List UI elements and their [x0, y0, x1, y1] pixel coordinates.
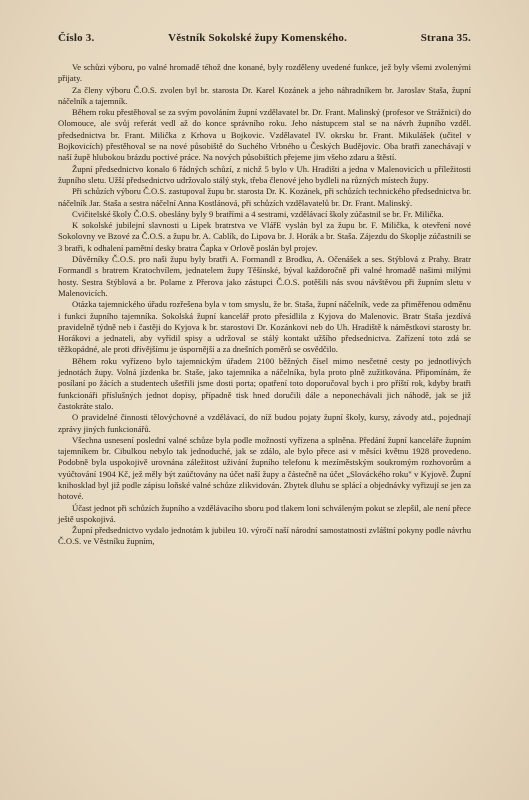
page-number: Strana 35. — [420, 32, 471, 44]
paragraph: K sokolské jubilejní slavnosti u Lipek bratrstva ve VlářE vyslán byl za župu br. F. Milička, k otevření nové Sokolovny ve Bzové za Č.O.S. a župu br. A. Cablík, do Lipova br. J. Horák a br. Staša. Zájezdu do Skoplje zúčastnili se 3 bratři, k odhalení pamětní desky bratra Čapka v Orlově poslán byl projev. — [58, 220, 471, 253]
running-header — [58, 32, 471, 44]
paragraph: Během roku přestěhoval se za svým povoláním župní vzdělavatel br. Dr. Frant. Malinský (profesor ve Strážnici) do Olomouce, ale svůj referát vedl až do konce správního roku. Jeho nástupcem stal se na návrh župního vzděl. předsednictva br. Frant. Milička z Krhova u Bojkovic. Vzdělavatel IV. okrsku br. Frant. Mikulášek (učitel v Bojkovicích) přestěhoval se na nové působiště do Suchého Vrbného u Českých Budějovic. Oba bratři zanechávají v naší župě hlubokou brázdu poctivé práce. Na nových působištích přejeme jim všeho zdaru a štěstí. — [58, 107, 471, 163]
paragraph: Všechna usnesení poslední valné schůze byla podle možností vyřízena a splněna. Předání župní kanceláře župním tajemníkem br. Cibulkou nebylo tak jednoduché, jak se zdálo, ale bylo přece asi v měsíci květnu 1928 provedeno. Podobně byla uspokojivě urovnána záležitost uživání župního telefonu k mezíměstským soukromým rozhovorům a vyúčtování 1904 Kč, jež měly být zaúčtovány na účet naší župy a částečně na účet „Slováckého roku" v Kyjově. Župní knihosklad byl již podle zápisu loňské valné schůze zlikvidován. Zbytek dluhu se splácí a objednávky vyřizují se jen za hotové. — [58, 434, 471, 502]
paragraph: Důvěrníky Č.O.S. pro naši župu byly bratři A. Formandl z Brodku, A. Očenášek a ses. Stýblová z Prahy. Bratr Formandl s bratrem Kratochvílem, jednatelem župy Těšínské, býval každoročně při valné hromadě našimi milými hosty. Sestra Stýblová a br. Polame z Přerova jako zástupci Č.O.S. potěšili nás svou návštěvou při župním sletu v Malenovicích. — [58, 254, 471, 298]
article-body — [58, 62, 471, 548]
paragraph: Cvičitelské školy Č.O.S. obeslány byly 9 bratřími a 4 sestrami, vzdělávací školy zúčastnil se br. Fr. Milička. — [72, 208, 444, 219]
paragraph: Ve schůzi výboru, po valné hromadě téhož dne konané, byly rozděleny uvedené funkce, jež byly všemi zvolenými přijaty. — [58, 62, 471, 84]
paragraph: Otázka tajemnického úřadu rozřešena byla v tom smyslu, že br. Staša, župní náčelník, vede za přiměřenou odměnu i funkci župního tajemníka. Sokolská župní kancelář proto přesídlila z Kyjova do Malenovic. Bratr Staša jezdívá pravidelně týdně neb i častěji do Kyjova k br. starostovi Dr. Kozánkovi neb do Uh. Hradiště k náměstkovi starosty br. Horákovi a jednateli, aby vyřídil spisy a udržoval se stálý kontakt užšího předsednictva. Zařízení toto zdá se těžkopádné, ale proti dřívějšímu je úspornější a za dnešních poměrů se osvědčilo. — [58, 299, 471, 355]
paragraph: Župní předsednictvo vydalo jednotám k jubileu 10. výročí naší národní samostatnosti zvláštní pokyny podle návrhu Č.O.S. ve Věstníku župním, — [58, 525, 471, 547]
bulletin-title: Věstník Sokolské župy Komenského. — [168, 32, 348, 44]
paragraph: Při schůzích výboru Č.O.S. zastupoval župu br. starosta Dr. K. Kozánek, při schůzích technického předsednictva br. náčelník Jar. Staša a sestra náčelní Anna Kostlánová, při schůzích vzdělavatelů br. Dr. Frant. Malinský. — [58, 186, 471, 208]
paragraph: Během roku vyřízeno bylo tajemnickým úřadem 2100 běžných čísel mimo nesčetné cesty po jednotlivých jednotách župy. Volná jízdenka br. Staše, jako tajemníka a náčelníka, byla proto plně zužitkována. Připomínám, že posílaní po žácích a studentech ušetřili jsme dosti porta; opatření toto doporučoval bych i pro příští rok, kdyby bratři funkcionáři příslušných jednot dopisy, případně tisk hned doručili dále a neponechávali jich náhodě, jak se již častokráte stalo. — [58, 355, 471, 411]
paragraph: Za členy výboru Č.O.S. zvolen byl br. starosta Dr. Karel Kozánek a jeho náhradníkem br. Jaroslav Staša, župní náčelník a tajemník. — [58, 84, 471, 106]
paragraph: Župní předsednictvo konalo 6 řádných schůzí, z nichž 5 bylo v Uh. Hradišti a jedna v Malenovicích u příležitosti župního sletu. Užší předsednictvo udržovalo stálý styk, třeba členové jeho bydleli na různých místech župy. — [58, 163, 471, 185]
paragraph: Účast jednot při schůzích župního a vzdělávacího sboru pod tlakem loni schváleným pokut se zlepšil, ale není přece ještě uspokojivá. — [58, 502, 471, 524]
paragraph: O pravidelné činnosti tělovýchovné a vzdělávací, do níž budou pojaty župní školy, kursy, závody atd., pojednají zprávy jiných funkcionářů. — [58, 412, 471, 434]
issue-number: Číslo 3. — [58, 32, 95, 44]
